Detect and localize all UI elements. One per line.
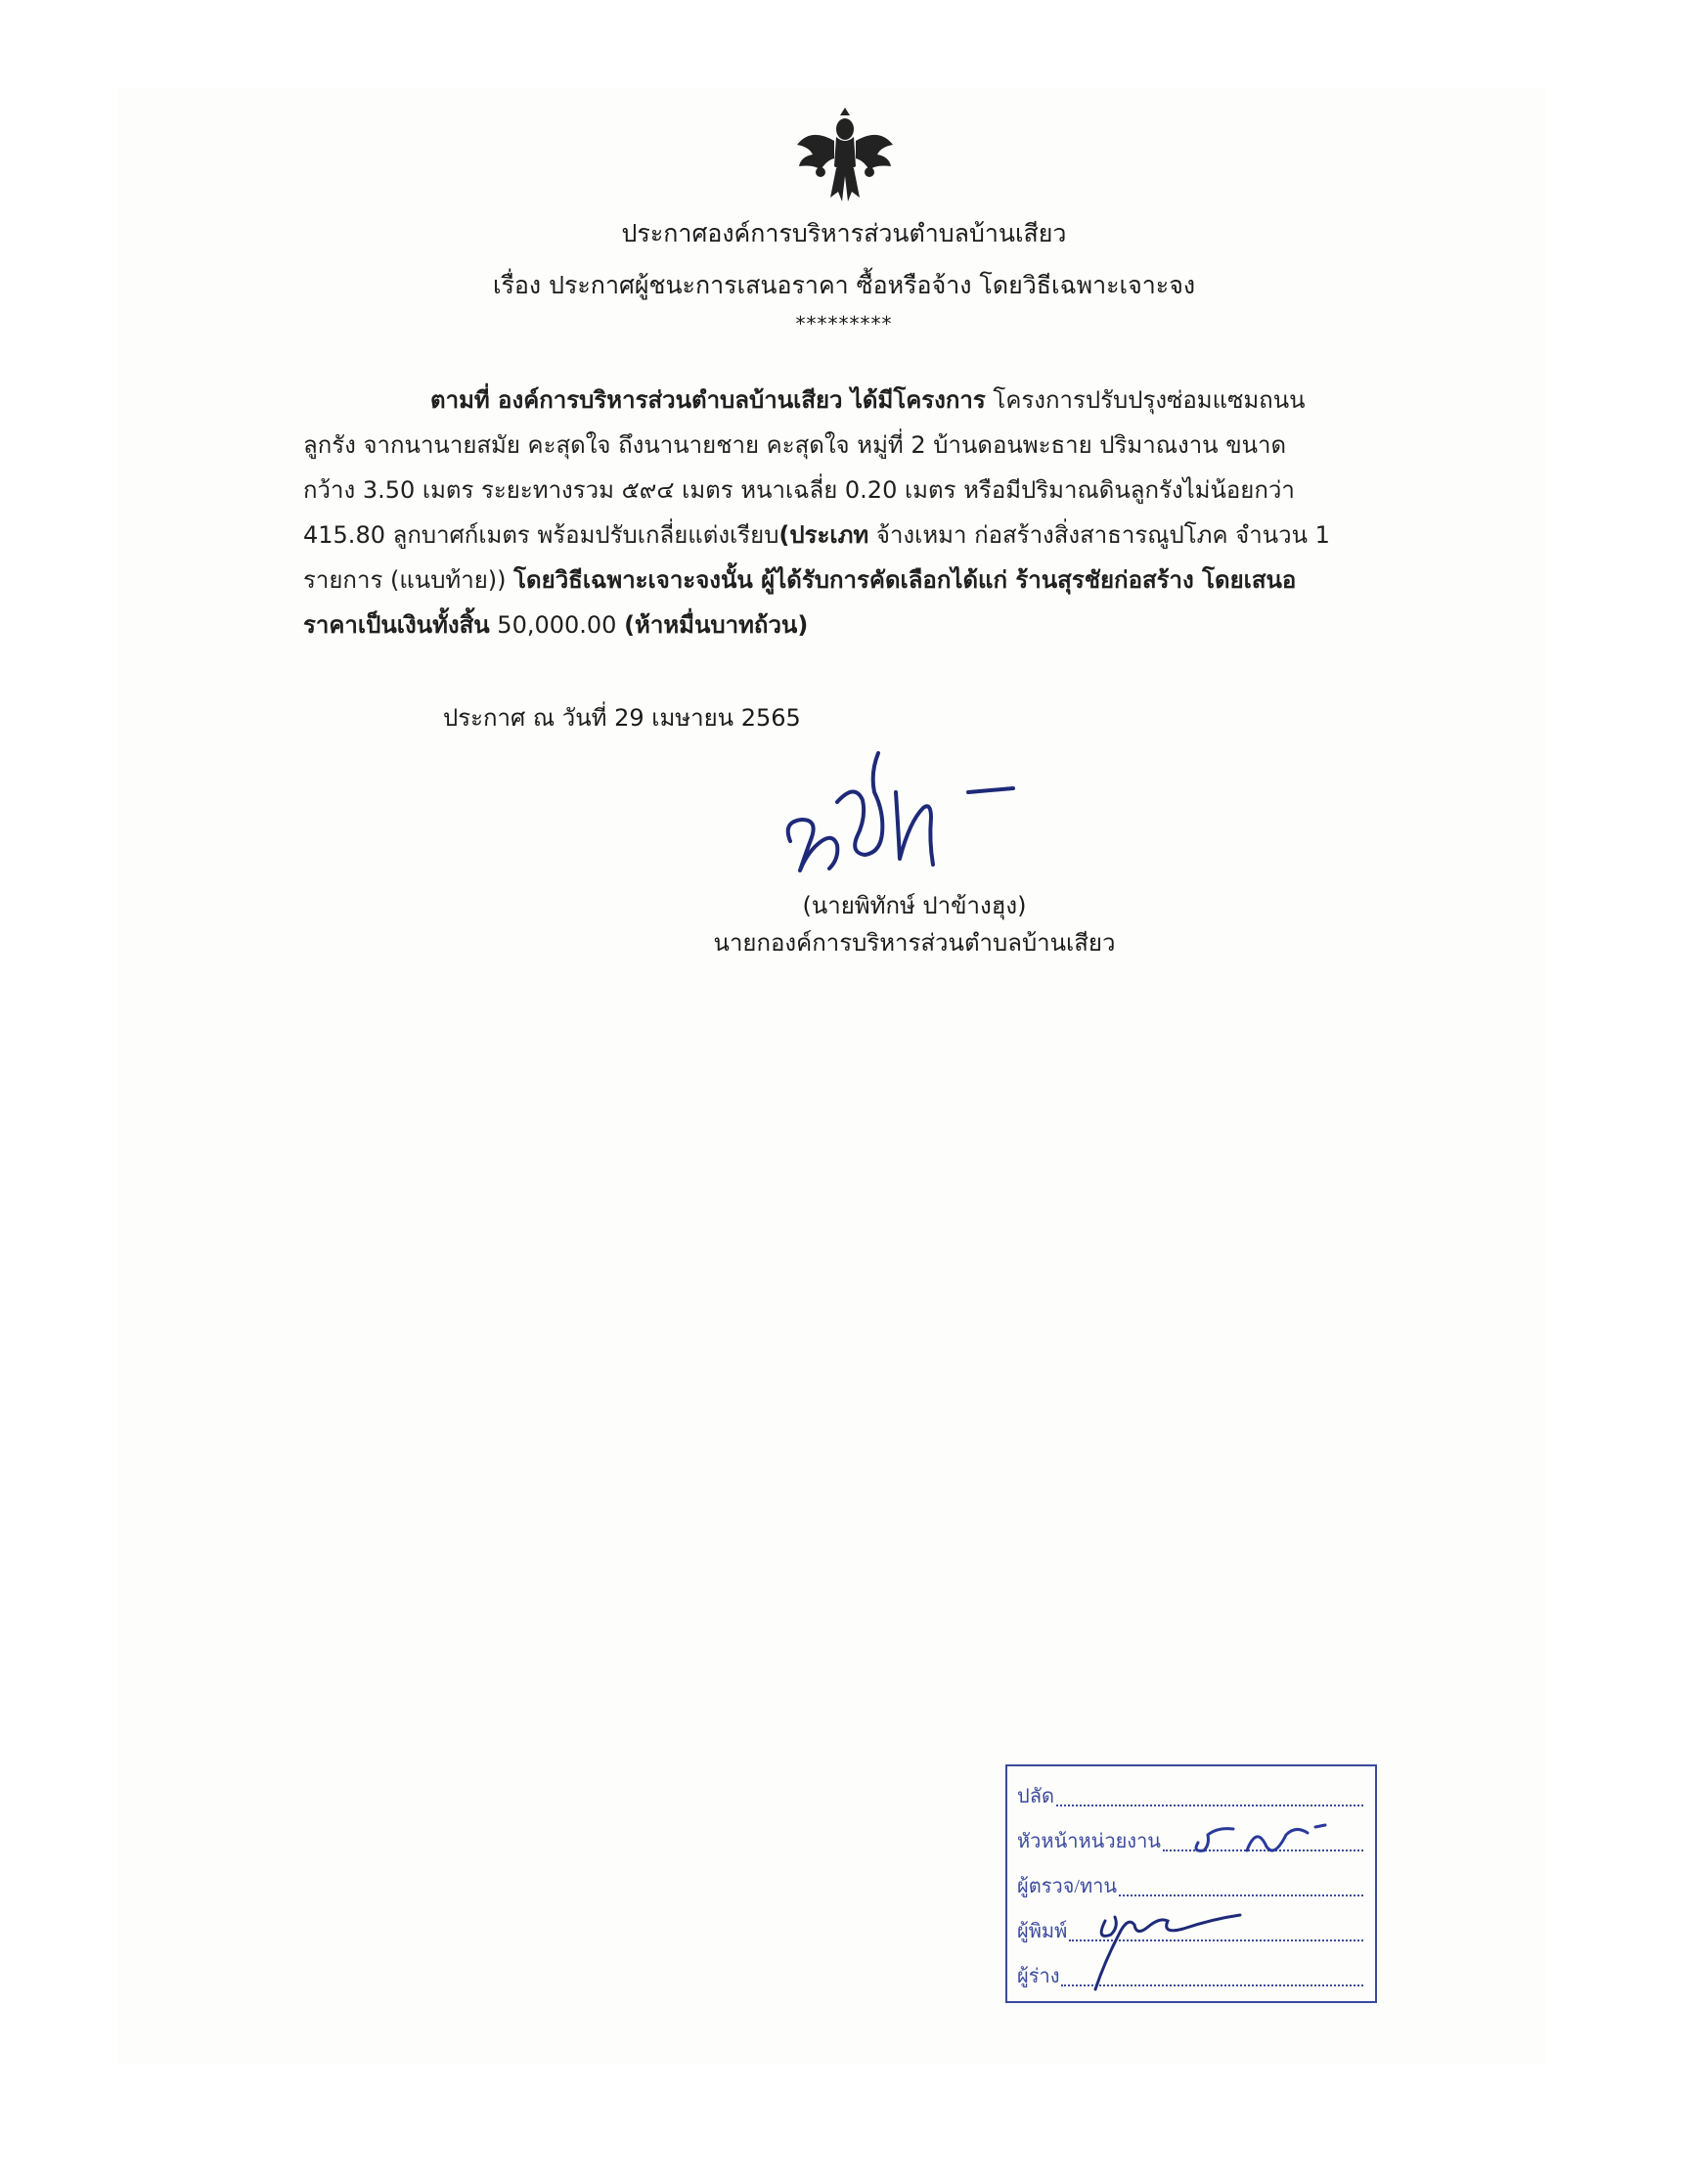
body-line-6-words: (ห้าหมื่นบาทถ้วน) (624, 611, 809, 639)
body-line-6-a: ราคาเป็นเงินทั้งสิ้น (303, 611, 490, 639)
stamp-label: ปลัด (1017, 1786, 1054, 1807)
document-title: ประกาศองค์การบริหารส่วนตำบลบ้านเสียว (621, 219, 1067, 247)
body-line-1 (430, 378, 1306, 423)
body-line-4 (303, 513, 1330, 557)
document-subject: เรื่อง ประกาศผู้ชนะการเสนอราคา ซื้อหรือจ้าง โดยวิธีเฉพาะเจาะจง (492, 271, 1196, 299)
body-line-6 (303, 602, 808, 647)
body-line-4-a: 415.80 ลูกบาศก์เมตร พร้อมปรับเกลี่ยแต่งเรียบ (303, 521, 779, 549)
body-line-2: ลูกรัง จากนานายสมัย คะสุดใจ ถึงนานายชาย คะสุดใจ หมู่ที่ 2 บ้านดอนพะธาย ปริมาณงาน ขนาด (303, 431, 1287, 459)
stamp-label: ผู้ร่าง (1017, 1966, 1060, 1987)
head-of-unit-initials-icon (1188, 1815, 1355, 1864)
body-line-5 (303, 557, 1296, 602)
stamp-label: ผู้ตรวจ/ทาน (1017, 1876, 1118, 1897)
handwritten-signature-icon (773, 743, 1037, 900)
stamp-dotted-line (1056, 1805, 1363, 1806)
body-line-3: กว้าง 3.50 เมตร ระยะทางรวม ๕๙๔ เมตร หนาเฉลี่ย 0.20 เมตร หรือมีปริมาณดินลูกรังไม่น้อยกว่า (303, 476, 1295, 504)
signer-name: (นายพิทักษ์ ปาข้างฮุง) (802, 892, 1027, 919)
approval-stamp (1005, 1764, 1377, 2003)
typist-initials-icon (1066, 1892, 1262, 1999)
body-line-1-rest: โครงการปรับปรุงซ่อมแซมถนน (985, 386, 1306, 414)
garuda-emblem-icon (791, 108, 899, 205)
header-separator: ********* (795, 312, 893, 335)
body-line-4-b: (ประเภท (778, 521, 869, 549)
body-line-5-a: รายการ (แนบท้าย)) (303, 566, 514, 594)
body-line-6-amount: 50,000.00 (489, 611, 625, 639)
announcement-date: ประกาศ ณ วันที่ 29 เมษายน 2565 (443, 704, 801, 732)
stamp-row-permanent-secretary (1017, 1774, 1363, 1811)
signer-position: นายกองค์การบริหารส่วนตำบลบ้านเสียว (713, 929, 1116, 957)
body-line-4-c: จ้างเหมา ก่อสร้างสิ่งสาธารณูปโภค จำนวน 1 (868, 521, 1330, 549)
body-line-1-lead: ตามที่ องค์การบริหารส่วนตำบลบ้านเสียว ได้มีโครงการ (430, 386, 986, 414)
body-line-5-b: โดยวิธีเฉพาะเจาะจงนั้น ผู้ได้รับการคัดเลือกได้แก่ ร้านสุรชัยก่อสร้าง โดยเสนอ (513, 566, 1297, 594)
stamp-label: ผู้พิมพ์ (1017, 1921, 1068, 1942)
stamp-label: หัวหน้าหน่วยงาน (1017, 1831, 1161, 1852)
